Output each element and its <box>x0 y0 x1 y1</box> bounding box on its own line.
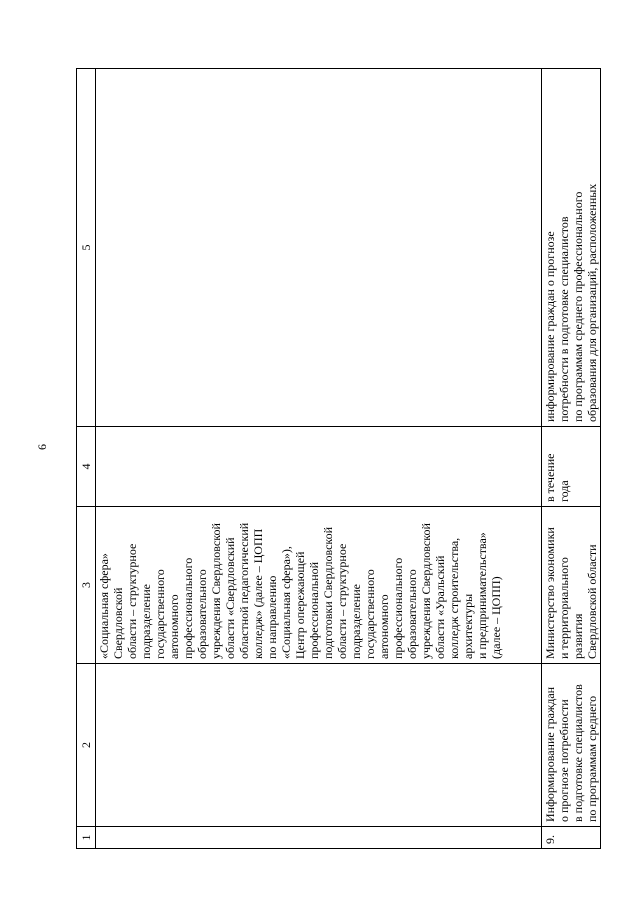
executor-cell: Министерство экономики и территориального развития Свердловской области <box>542 507 601 664</box>
plan-table-wrapper <box>76 69 599 849</box>
row-number-cell: 9. <box>542 827 601 849</box>
deadline-cell: в течение года <box>542 427 601 507</box>
deadline-cell <box>96 427 542 507</box>
table-row <box>542 69 601 849</box>
table-row <box>96 69 542 849</box>
result-cell: информирование граждан о прогнозе потребности в подготовке специалистов по программам среднего профессионального образования для организаций, расположенных <box>542 69 601 427</box>
plan-table <box>76 68 601 849</box>
column-header: 4 <box>77 427 96 507</box>
column-header: 2 <box>77 664 96 827</box>
row-number-cell <box>96 827 542 849</box>
executor-cell: «Социальная сфера» Свердловской области – структурное подразделение государственного автономного профессионального образовательного учреждения Свердловской области «Свердловский областной педагогический колледж» (далее – ЦОПП по направлению «Социальная сфера»), Центр опережающей профессиональной подготовки Свердловской области – структурное подразделение государственного автономного профессионального образовательного учреждения Свердловской области «Уральский колледж строительства, архитектуры и предпринимательства» (далее – ЦОПП) <box>96 507 542 664</box>
event-cell <box>96 664 542 827</box>
page-number: 6 <box>35 444 49 450</box>
table-header-row <box>77 69 96 849</box>
column-header: 1 <box>77 827 96 849</box>
result-cell <box>96 69 542 427</box>
column-header: 3 <box>77 507 96 664</box>
event-cell: Информирование граждан о прогнозе потребности в подготовке специалистов по программам среднего <box>542 664 601 827</box>
column-header: 5 <box>77 69 96 427</box>
